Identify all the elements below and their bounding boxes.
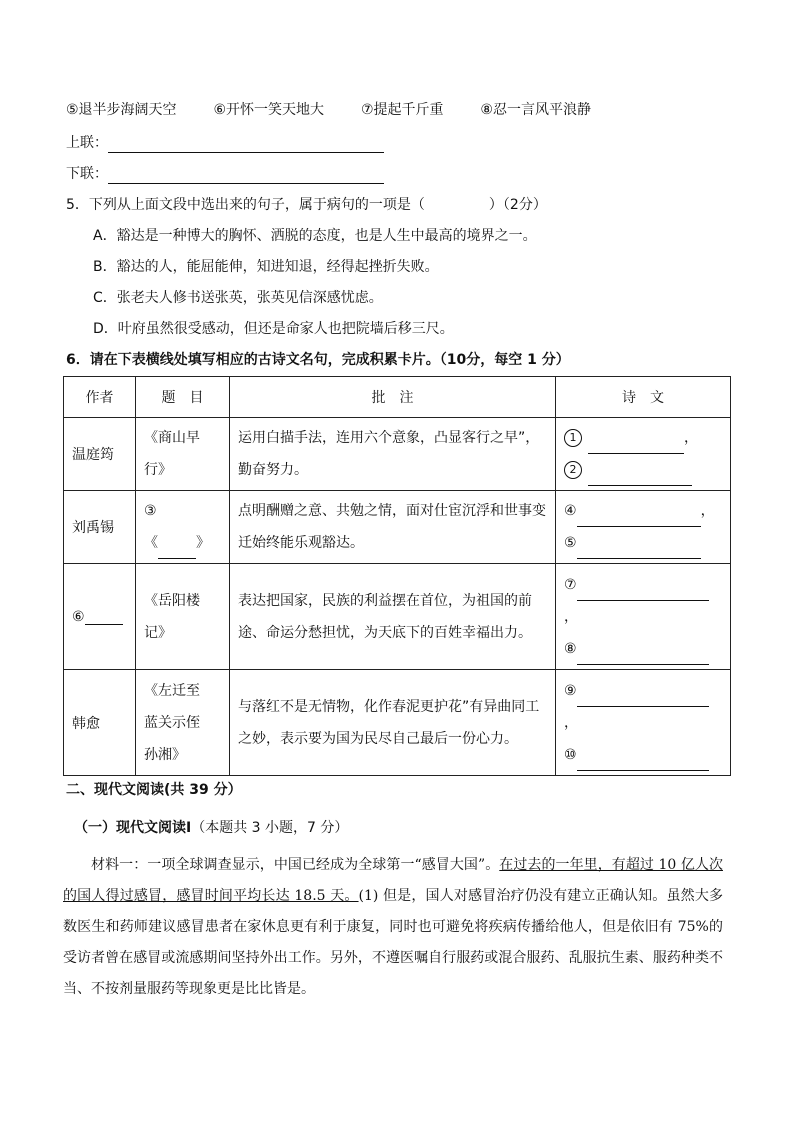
blank-number-5: ⑤ (564, 535, 577, 551)
material-rest: (1) 但是，国人对感冒治疗仍没有建立正确认知。虽然大多数医生和药师建议感冒患者在家休息更有利于康复，同时也可避免将疾病传播给他人，但是依旧有 75%的受访者曾在感冒或流感期间坚持外出工作。另外，不遵医嘱自行服药或混合服药、乱服抗生素、服药种类不当、不按剂量服药等现象更是比比皆是。 (63, 888, 723, 997)
title-cell (136, 564, 230, 670)
blank-number-2: 2 (564, 461, 582, 479)
table-row (64, 670, 731, 776)
note-cell: 运用白描手法，连用六个意象，凸显客行之早”，勤奋努力。 (230, 418, 556, 491)
upper-couplet-label: 上联： (66, 135, 108, 151)
poem-blank-4[interactable] (577, 510, 701, 527)
header-title: 题 目 (136, 377, 230, 418)
q5-points: ）（2分） (488, 197, 547, 213)
blank-number-8: ⑧ (564, 640, 577, 657)
q6-stem: 6．请在下表横线处填写相应的古诗文名句，完成积累卡片。（10分，每空 1 分） (66, 352, 570, 368)
q5-stem-text: 5．下列从上面文段中选出来的句子，属于病句的一项是（ (66, 197, 425, 213)
table-row (64, 418, 731, 491)
couplet-option: ⑦提起千斤重 (360, 102, 444, 118)
blank-number-9: ⑨ (564, 682, 577, 699)
note-cell: 点明酬赠之意、共勉之情，面对仕宦沉浮和世事变迁始终能乐观豁达。 (230, 491, 556, 564)
couplet-option: ⑤退半步海阔天空 (66, 102, 177, 118)
upper-couplet-line (66, 133, 384, 153)
poem-cell (556, 418, 731, 491)
q5-stem (66, 195, 547, 215)
blank-number-10: ⑩ (564, 746, 577, 763)
header-author: 作者 (64, 377, 136, 418)
title-line: 《左迁至 (144, 682, 200, 699)
accumulation-card-table (63, 376, 731, 776)
author-blank-number: ⑥ (72, 609, 85, 625)
note-cell: 表达把国家，民族的利益摆在首位，为祖国的前途、命运分愁担忧，为天底下的百姓幸福出力。 (230, 564, 556, 670)
blank-number-7: ⑦ (564, 576, 577, 593)
author-blank-6[interactable] (85, 608, 123, 625)
author-cell (64, 564, 136, 670)
title-cell (136, 670, 230, 776)
poem-blank-2[interactable] (588, 469, 692, 486)
material-underlined-sentence: 在过去的一年里，有超过 10 亿人次的国人得过感冒，感冒时间平均长达 18.5 天。 (63, 857, 723, 904)
comma: ， (684, 430, 698, 446)
title-blank-3[interactable] (158, 542, 196, 559)
lower-couplet-label: 下联： (66, 166, 108, 182)
table-row (64, 491, 731, 564)
header-poem: 诗 文 (556, 377, 731, 418)
material-one-paragraph (63, 850, 723, 1005)
author-cell: 温庭筠 (64, 418, 136, 491)
title-line: 行》 (144, 462, 172, 478)
title-line: 记》 (144, 624, 172, 641)
author-cell: 韩愈 (64, 670, 136, 776)
author-cell: 刘禹锡 (64, 491, 136, 564)
q5-option-a: A．豁达是一种博大的胸怀、洒脱的态度，也是人生中最高的境界之一。 (93, 228, 537, 244)
table-header-row (64, 377, 731, 418)
title-open: 《 (144, 535, 158, 551)
subsection-title (74, 818, 348, 838)
title-close: 》 (196, 535, 210, 551)
poem-blank-7[interactable] (577, 584, 709, 601)
title-cell (136, 491, 230, 564)
material-intro: 材料一：一项全球调查显示，中国已经成为全球第一“感冒大国”。 (91, 857, 500, 873)
comma: ， (564, 608, 578, 625)
title-line: 《岳阳楼 (144, 592, 200, 609)
title-line: 蓝关示侄 (144, 714, 200, 731)
title-cell (136, 418, 230, 491)
comma: ， (700, 503, 715, 519)
upper-couplet-blank[interactable] (108, 136, 384, 153)
couplet-option: ⑥开怀一笑天地大 (213, 102, 325, 118)
q5-option-b: B．豁达的人，能屈能伸，知进知退，经得起挫折失败。 (93, 259, 439, 275)
q5-option-d: D．叶府虽然很受感动，但还是命家人也把院墙后移三尺。 (93, 321, 454, 337)
poem-blank-10[interactable] (577, 754, 709, 771)
lower-couplet-blank[interactable] (108, 167, 384, 184)
poem-cell (556, 564, 731, 670)
q5-option-c: C．张老夫人修书送张英，张英见信深感忧虑。 (93, 290, 383, 306)
couplet-option: ⑧忍一言风平浪静 (480, 102, 591, 118)
lower-couplet-line (66, 164, 384, 184)
note-cell: 与落红不是无情物，化作春泥更护花”有异曲同工之妙，表示要为国为民尽自己最后一份心力。 (230, 670, 556, 776)
header-note: 批 注 (230, 377, 556, 418)
comma: ， (564, 714, 578, 731)
subsection-points: （本题共 3 小题，7 分） (191, 820, 349, 836)
poem-blank-8[interactable] (577, 648, 709, 665)
poem-blank-1[interactable] (588, 437, 684, 454)
section-title: 二、现代文阅读(共 39 分） (66, 782, 242, 798)
table-row (64, 564, 731, 670)
title-blank-number: ③ (144, 503, 157, 519)
subsection-label: （一）现代文阅读Ⅰ (74, 820, 192, 836)
blank-number-1: 1 (564, 429, 582, 447)
couplet-options (66, 100, 591, 120)
poem-blank-9[interactable] (577, 690, 709, 707)
poem-cell (556, 670, 731, 776)
poem-cell (556, 491, 731, 564)
poem-blank-5[interactable] (577, 542, 701, 559)
title-line: 孙湘》 (144, 746, 186, 763)
title-line: 《商山早 (144, 430, 200, 446)
blank-number-4: ④ (564, 503, 577, 519)
